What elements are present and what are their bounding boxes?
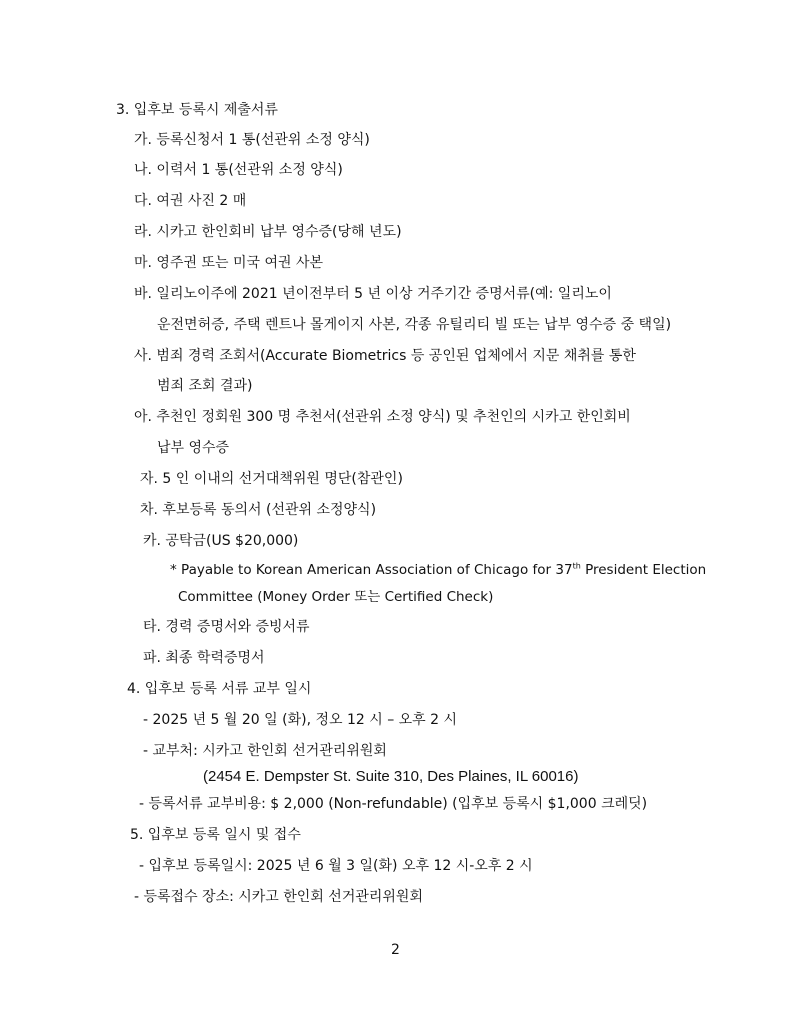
list-item: 카. 공탁금(US $20,000)	[143, 533, 299, 549]
list-item: 아. 추천인 정회원 300 명 추천서(선관위 소정 양식) 및 추천인의 시카고 한인회비	[134, 409, 631, 425]
payable-note: * Payable to Korean American Association of Chicago for 37th President Election	[170, 561, 707, 578]
page-number: 2	[391, 942, 400, 958]
list-item: 사. 범죄 경력 조회서(Accurate Biometrics 등 공인된 업체에서 지문 채취를 통한	[134, 348, 636, 364]
list-item: 마. 영주권 또는 미국 여권 사본	[134, 255, 323, 271]
list-item: 라. 시카고 한인회비 납부 영수증(당해 년도)	[134, 224, 402, 240]
list-item-continuation: 운전면허증, 주택 렌트나 몰게이지 사본, 각종 유틸리티 빌 또는 납부 영수증 중 택일)	[157, 317, 672, 333]
list-item: 차. 후보등록 동의서 (선관위 소정양식)	[140, 502, 377, 518]
list-item: 다. 여권 사진 2 매	[134, 193, 247, 209]
section5-heading: 5. 입후보 등록 일시 및 접수	[130, 827, 301, 843]
issue-place: - 교부처: 시카고 한인회 선거관리위원회	[143, 743, 387, 759]
list-item: 바. 일리노이주에 2021 년이전부터 5 년 이상 거주기간 증명서류(예: 일리노이	[134, 286, 612, 302]
list-item-continuation: 범죄 조회 결과)	[157, 378, 253, 394]
list-item: 나. 이력서 1 통(선관위 소정 양식)	[134, 162, 343, 178]
payable-note-continuation: Committee (Money Order 또는 Certified Check)	[178, 589, 494, 605]
list-item: 자. 5 인 이내의 선거대책위원 명단(참관인)	[140, 471, 403, 487]
list-item: 파. 최종 학력증명서	[143, 650, 265, 666]
registration-date: - 입후보 등록일시: 2025 년 6 월 3 일(화) 오후 12 시-오후 2 시	[139, 858, 533, 874]
list-item: 타. 경력 증명서와 증빙서류	[143, 619, 310, 635]
list-item-continuation: 납부 영수증	[157, 440, 230, 456]
issue-fee: - 등록서류 교부비용: $ 2,000 (Non-refundable) (입후보 등록시 $1,000 크레딧)	[139, 796, 648, 812]
issue-date: - 2025 년 5 월 20 일 (화), 정오 12 시 – 오후 2 시	[143, 712, 458, 728]
list-item: 가. 등록신청서 1 통(선관위 소정 양식)	[134, 132, 370, 148]
section4-heading: 4. 입후보 등록 서류 교부 일시	[127, 681, 312, 697]
section3-heading: 3. 입후보 등록시 제출서류	[116, 102, 278, 118]
registration-place: - 등록접수 장소: 시카고 한인회 선거관리위원회	[134, 889, 423, 905]
issue-address: (2454 E. Dempster St. Suite 310, Des Plaines, IL 60016)	[203, 768, 579, 785]
